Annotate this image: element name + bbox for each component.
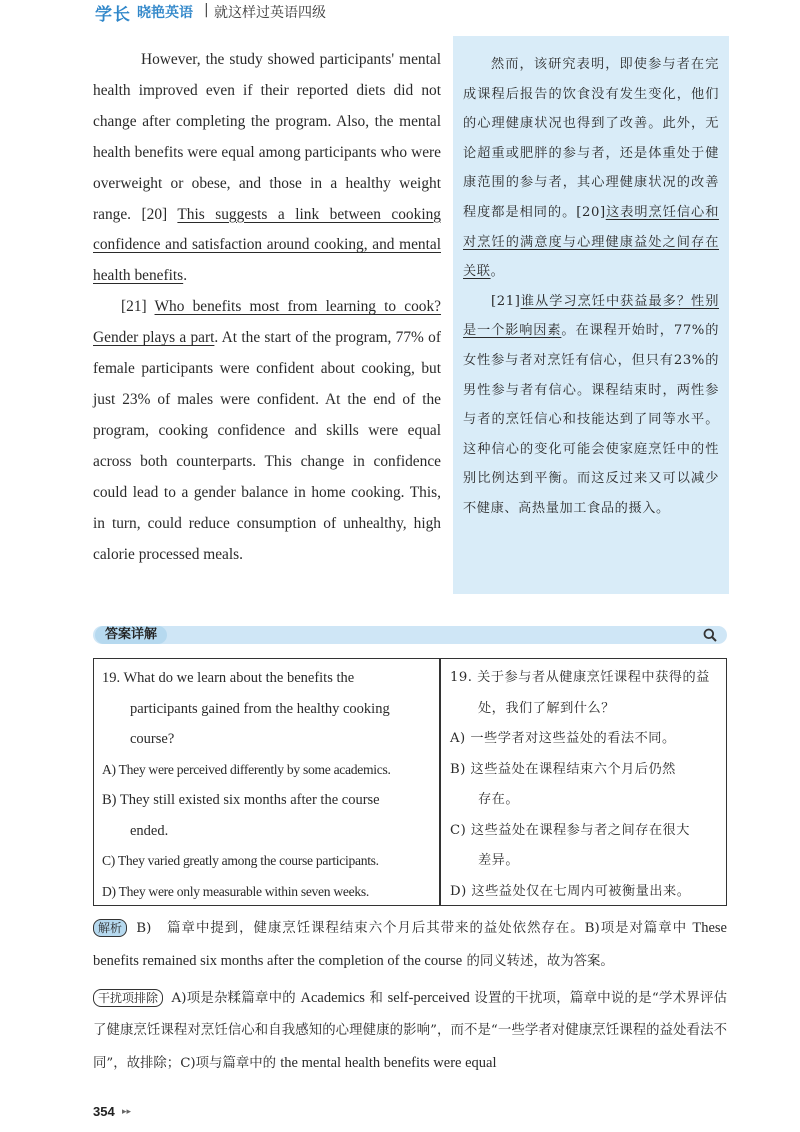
page-number: 354 — [93, 1104, 115, 1119]
distractor-text: A)项是杂糅篇章中的 — [171, 991, 296, 1006]
paragraph-text: 。 — [490, 264, 505, 280]
column-divider — [439, 659, 441, 905]
paragraph-text: 。在课程开始时，77%的女性参与者对烹饪有信心，但只有23%的男性参与者有信心。课程结束时，两性参与者的烹饪信心和技能达到了同等水平。这种信心的变化可能会使家庭烹饪中的性别比例达到平衡。而这反过来又可以减少不健康、高热量加工食品的摄入。 — [463, 323, 719, 516]
option-d-cn: D) 这些益处仅在七周内可被衡量出来。 — [450, 883, 691, 899]
passage-english — [93, 45, 441, 570]
distractor-text: 设置的干扰项，篇章中说的是“学术界评估了健康烹饪课程对烹饪信心和自我感知的心理健康的影响”，而不是“一些学者对健康烹饪课程的益处看法不同”，故排除；C)项与篇章中的 — [93, 991, 727, 1071]
question-table — [93, 658, 727, 906]
underlined-answer-sentence: 谁从学习烹饪中获益最多？性别是一个影响因素 — [463, 293, 719, 339]
underlined-answer-sentence: Who benefits most from learning to cook? Gender plays a part — [93, 298, 442, 347]
paragraph-text: . At the start of the program, 77% of female participants were confident about cooking, but just 23% of males were confident. At the end of the program, cooking confidence and skills were equal across both counterparts. This change in confidence could lead to a gender balance in home cooking. This, in turn, could reduce consumption of unhealthy, high calorie processed meals. — [93, 329, 441, 563]
brand-logo: 学长 — [95, 5, 131, 24]
distractor-term: self-perceived — [387, 990, 470, 1006]
option-c-cn: C) 这些益处在课程参与者之间存在很大 — [450, 822, 690, 838]
distractor-text: 和 — [369, 991, 384, 1006]
question-stem: 19. What do we learn about the benefits the — [102, 670, 355, 686]
option-d-en: D) They were only measurable within seven weeks. — [102, 883, 369, 899]
question-stem-cn: 19. 关于参与者从健康烹饪课程中获得的益 — [450, 670, 710, 685]
question-marker-21: [21] — [121, 298, 147, 316]
question-stem-cn: 处，我们了解到什么？ — [478, 700, 615, 716]
paragraph-cn-1 — [463, 50, 719, 287]
question-marker-20: [20] — [576, 204, 606, 220]
paragraph-cn-2 — [463, 287, 719, 524]
underlined-answer-sentence: 这表明烹饪信心和对烹饪的满意度与心理健康益处之间存在关联 — [463, 204, 719, 280]
option-b-en: B) They still existed six months after the course — [102, 792, 380, 808]
paragraph-en-1 — [93, 45, 441, 292]
question-stem: course? — [130, 731, 175, 747]
paragraph-text: 然而，该研究表明，即使参与者在完成课程后报告的饮食没有发生变化，他们的心理健康状况也得到了改善。此外，无论超重或肥胖的参与者，还是体重处于健康范围的参与者，其心理健康状况的改善程度都是相同的。 — [463, 57, 719, 220]
paragraph-text: However, the study showed participants' mental health improved even if their reported diets did not change after completing the program. Also, the mental health benefits were equal among participants who were overweight or obese, and those in a healthy weight range. — [93, 51, 441, 223]
search-icon — [703, 628, 717, 642]
underlined-answer-sentence: This suggests a link between cooking confidence and satisfaction around cooking, and mental health benefits — [93, 205, 441, 285]
question-marker-21: [21] — [491, 293, 521, 309]
passage-chinese — [463, 50, 719, 524]
question-chinese — [450, 663, 720, 907]
analysis-text: 的同义转述，故为答案。 — [466, 954, 614, 969]
analysis-text: 篇章中提到，健康烹饪课程结束六个月后其带来的益处依然存在。B)项是对篇章中 — [167, 921, 688, 936]
page-header — [0, 0, 800, 24]
question-english — [102, 663, 436, 907]
series-name: 晓艳英语 — [137, 5, 193, 21]
option-c-en: C) They varied greatly among the course participants. — [102, 853, 379, 868]
page-arrow-icon: ▸▸ — [122, 1107, 132, 1117]
paragraph-text: . — [183, 267, 188, 285]
analysis-paragraph — [93, 912, 727, 978]
correct-answer: B) — [136, 921, 152, 936]
analysis-section — [93, 912, 727, 1080]
passage-chinese-panel — [453, 36, 729, 594]
header-separator: | — [204, 2, 209, 18]
question-stem: participants gained from the healthy cooking — [130, 700, 390, 717]
answer-section-label: 答案详解 — [95, 626, 167, 644]
question-marker-20: [20] — [141, 205, 168, 223]
option-b-en-cont: ended. — [130, 822, 169, 839]
distractor-term: Academics — [300, 990, 365, 1006]
option-a-cn: A) 一些学者对这些益处的看法不同。 — [450, 731, 676, 746]
distractor-tag: 干扰项排除 — [93, 989, 163, 1007]
option-b-cn: B) 这些益处在课程结束六个月后仍然 — [450, 761, 676, 777]
option-a-en: A) They were perceived differently by some academics. — [102, 761, 391, 777]
answer-section-bar — [93, 626, 727, 644]
option-b-cn-cont: 存在。 — [478, 792, 520, 807]
distractor-quote: the mental health benefits were equal — [280, 1055, 497, 1071]
book-subtitle: 就这样过英语四级 — [214, 5, 326, 21]
distractor-paragraph — [93, 982, 727, 1080]
paragraph-en-2 — [93, 292, 441, 570]
analysis-quote: These benefits remained six months after the completion of the course — [93, 920, 727, 969]
analysis-tag: 解析 — [93, 919, 127, 937]
option-c-cn-cont: 差异。 — [478, 853, 520, 868]
